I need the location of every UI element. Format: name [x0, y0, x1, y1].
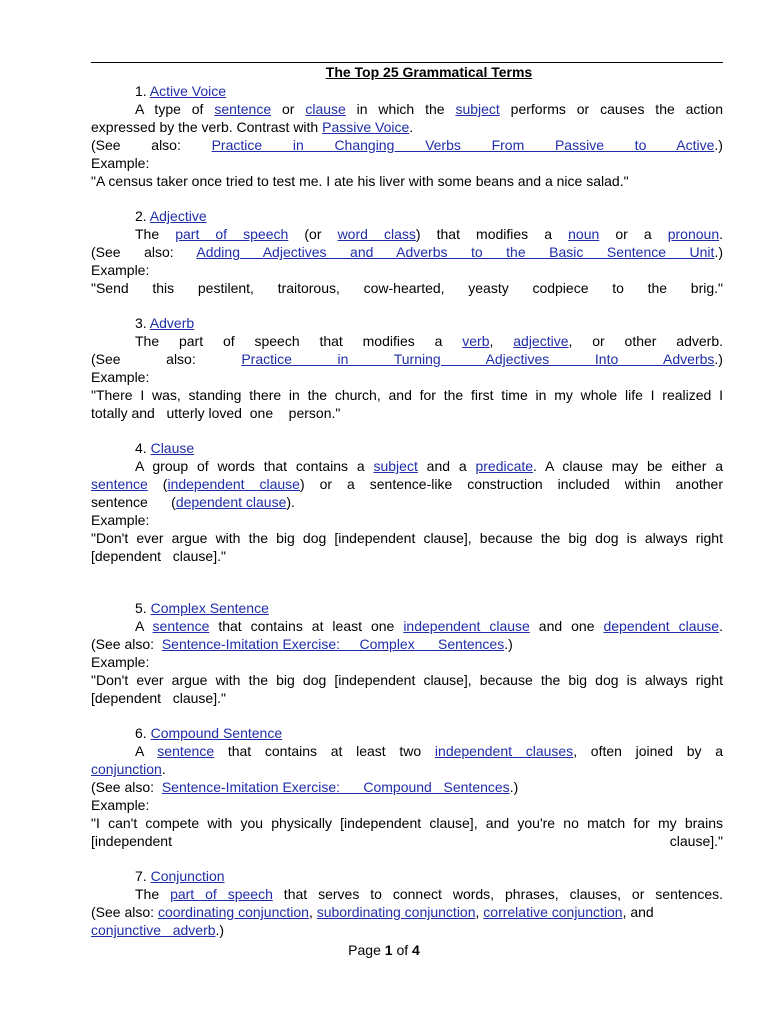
term-link[interactable]: sentence: [91, 476, 148, 492]
text-run: .: [161, 761, 166, 777]
header-rule: [91, 62, 723, 63]
text-run: 3.: [135, 315, 150, 331]
text-run: expressed by the verb. Contrast with: [91, 119, 323, 135]
text-line: [91, 279, 723, 297]
text-run: sentence (: [91, 494, 176, 510]
text-run: A: [135, 618, 153, 634]
term-link[interactable]: subject: [455, 101, 500, 117]
text-run: [independent clause].": [91, 833, 723, 849]
term-link[interactable]: Adding Adjectives and Adverbs to the Basic Sentence Unit: [196, 244, 715, 260]
text-run: "I can't compete with you physically [independent clause], and you're no match for my brains: [91, 815, 723, 831]
page-title: The Top 25 Grammatical Terms: [325, 64, 533, 80]
text-line: [91, 475, 723, 493]
text-line: [135, 439, 767, 457]
term-link[interactable]: Sentence-Imitation Exercise: Complex Sentences: [161, 636, 505, 652]
term-link[interactable]: conjunction: [91, 761, 162, 777]
text-run: ,: [475, 904, 484, 920]
text-line: [91, 814, 723, 832]
text-run: Example:: [91, 512, 150, 528]
term-link[interactable]: independent clause: [167, 476, 300, 492]
text-line: [91, 832, 723, 850]
text-run: (See also:: [91, 779, 162, 795]
text-line: [91, 760, 723, 778]
text-run: and a: [417, 458, 476, 474]
text-run: (See also:: [91, 137, 212, 153]
text-line: [135, 82, 767, 100]
text-run: 4.: [135, 440, 151, 456]
text-line: [135, 332, 723, 350]
text-run: , or other adverb.: [568, 333, 723, 349]
text-run: . A clause may be either a: [533, 458, 723, 474]
text-run: A: [135, 743, 158, 759]
term-link[interactable]: sentence: [157, 743, 215, 759]
text-run: and one: [529, 618, 604, 634]
text-run: The: [135, 886, 171, 902]
text-run: performs or causes the action: [499, 101, 724, 117]
text-line: [91, 350, 723, 368]
text-line: [91, 547, 723, 565]
text-line: [135, 742, 723, 760]
term-link[interactable]: predicate: [475, 458, 534, 474]
term-link[interactable]: Practice in Changing Verbs From Passive to Active: [211, 137, 715, 153]
page-label: Page: [348, 942, 385, 958]
term-link[interactable]: Adverb: [149, 315, 195, 331]
page-of-label: of: [392, 942, 413, 958]
term-link[interactable]: independent clauses: [434, 743, 574, 759]
text-run: .): [714, 244, 723, 260]
term-link[interactable]: word class: [337, 226, 416, 242]
text-run: .: [719, 226, 724, 242]
text-run: (See also:: [91, 244, 197, 260]
text-line: [135, 617, 723, 635]
text-run: 7.: [135, 868, 151, 884]
text-run: in which the: [345, 101, 456, 117]
text-run: "There I was, standing there in the church, and for the first time in my whole life I realized I: [91, 387, 723, 403]
term-link[interactable]: correlative conjunction: [483, 904, 623, 920]
term-link[interactable]: noun: [568, 226, 600, 242]
text-run: .: [719, 618, 723, 634]
text-run: that contains at least one: [209, 618, 404, 634]
total-page-number: 4: [412, 942, 420, 958]
text-line: [91, 689, 723, 707]
text-run: 5.: [135, 600, 151, 616]
text-run: ,: [308, 904, 317, 920]
term-link[interactable]: Passive Voice: [322, 119, 410, 135]
text-run: Example:: [91, 369, 150, 385]
text-run: A type of: [135, 101, 215, 117]
text-run: (or: [288, 226, 338, 242]
text-line: [91, 368, 723, 386]
text-line: [91, 511, 723, 529]
term-link[interactable]: adjective: [513, 333, 569, 349]
text-run: The part of speech that modifies a: [135, 333, 463, 349]
text-line: [135, 885, 723, 903]
text-run: (See also:: [91, 904, 158, 920]
text-run: .): [714, 351, 723, 367]
term-link[interactable]: Conjunction: [150, 868, 225, 884]
text-run: "Don't ever argue with the big dog [independent clause], because the big dog is always right: [91, 530, 723, 546]
text-line: [135, 599, 767, 617]
text-run: ,: [489, 333, 514, 349]
text-run: Example:: [91, 155, 150, 171]
text-run: , often joined by a: [573, 743, 723, 759]
text-line: [135, 225, 723, 243]
text-run: A group of words that contains a: [135, 458, 374, 474]
text-run: "Don't ever argue with the big dog [independent clause], because the big dog is always right: [91, 672, 723, 688]
text-line: [135, 724, 767, 742]
text-run: [dependent clause].": [91, 548, 226, 564]
term-link[interactable]: Active Voice: [149, 83, 227, 99]
text-line: [91, 261, 723, 279]
text-run: Example:: [91, 654, 150, 670]
text-run: .): [504, 636, 513, 652]
text-run: 6.: [135, 725, 151, 741]
text-run: "Send this pestilent, traitorous, cow-hearted, yeasty codpiece to the brig.": [91, 280, 723, 296]
text-run: or: [271, 101, 306, 117]
current-page-number: 1: [384, 942, 393, 958]
text-run: Example:: [91, 262, 150, 278]
text-run: that serves to connect words, phrases, clauses, or sentences.: [272, 886, 724, 902]
term-link[interactable]: clause: [305, 101, 346, 117]
text-run: or a: [599, 226, 668, 242]
text-line: [135, 457, 723, 475]
text-run: .): [215, 922, 225, 938]
term-link[interactable]: Practice in Turning Adjectives Into Adverbs: [241, 351, 715, 367]
text-line: [135, 207, 767, 225]
term-link[interactable]: dependent clause: [175, 494, 287, 510]
text-run: ) that modifies a: [415, 226, 569, 242]
text-line: [91, 493, 723, 511]
text-run: (See also:: [91, 636, 162, 652]
text-line: [91, 118, 723, 136]
term-link[interactable]: independent clause: [403, 618, 530, 634]
text-line: [91, 243, 723, 261]
text-line: [91, 671, 723, 689]
text-run: ).: [286, 494, 295, 510]
term-link[interactable]: sentence: [214, 101, 272, 117]
text-run: Example:: [91, 797, 150, 813]
term-link[interactable]: Compound Sentence: [150, 725, 283, 741]
term-link[interactable]: verb: [462, 333, 490, 349]
term-link[interactable]: part of speech: [170, 886, 273, 902]
text-line: [91, 136, 723, 154]
term-link[interactable]: part of speech: [175, 226, 289, 242]
term-link[interactable]: subject: [373, 458, 418, 474]
text-line: [91, 635, 723, 653]
text-line: [91, 386, 723, 404]
text-run: .): [714, 137, 723, 153]
text-line: [135, 314, 767, 332]
text-line: [91, 796, 723, 814]
text-line: [135, 100, 723, 118]
term-link[interactable]: sentence: [152, 618, 210, 634]
text-line: [91, 778, 723, 796]
text-run: ) or a sentence-like construction included within another: [299, 476, 723, 492]
term-link[interactable]: subordinating conjunction: [316, 904, 476, 920]
term-link[interactable]: coordinating conjunction: [157, 904, 309, 920]
term-link[interactable]: dependent clause: [603, 618, 720, 634]
text-run: 1.: [135, 83, 150, 99]
text-line: [91, 154, 723, 172]
text-line: [91, 529, 723, 547]
page-footer: [0, 942, 768, 958]
text-run: (: [147, 476, 168, 492]
term-link[interactable]: Sentence-Imitation Exercise: Compound Sentences: [161, 779, 510, 795]
text-run: (See also:: [91, 351, 242, 367]
text-line: [135, 867, 767, 885]
text-line: [91, 404, 723, 422]
term-link[interactable]: conjunctive adverb: [91, 922, 216, 938]
text-run: "A census taker once tried to test me. I ate his liver with some beans and a nice salad.": [91, 173, 629, 189]
text-line: [91, 921, 723, 939]
text-line: [91, 172, 723, 190]
text-line: [91, 653, 723, 671]
text-run: .): [509, 779, 519, 795]
text-run: The: [135, 226, 176, 242]
term-link[interactable]: pronoun: [667, 226, 720, 242]
text-run: 2.: [135, 208, 150, 224]
text-run: [dependent clause].": [91, 690, 226, 706]
text-run: that contains at least two: [214, 743, 435, 759]
term-link[interactable]: Complex Sentence: [150, 600, 269, 616]
text-line: [91, 903, 723, 921]
term-link[interactable]: Clause: [150, 440, 195, 456]
text-run: .: [409, 119, 414, 135]
term-link[interactable]: Adjective: [149, 208, 207, 224]
text-run: , and: [622, 904, 654, 920]
text-run: totally and utterly loved one person.": [91, 405, 341, 421]
